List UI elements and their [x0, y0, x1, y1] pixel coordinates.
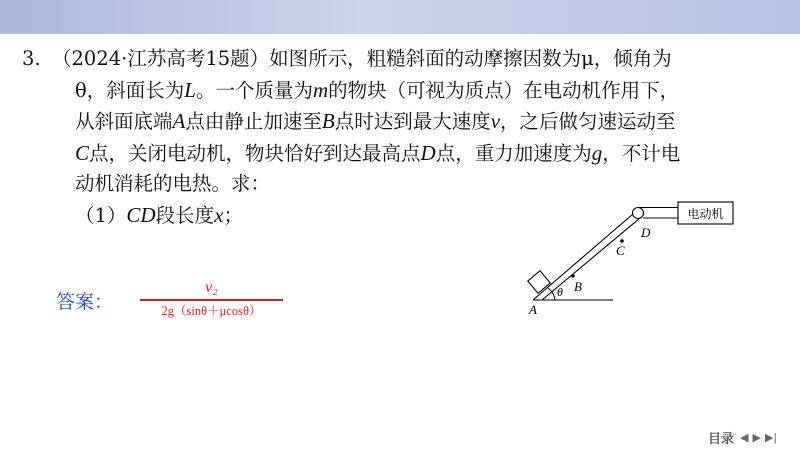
- label-b: B: [574, 279, 582, 294]
- top-banner: [0, 0, 800, 34]
- answer-numerator: v₂: [205, 279, 218, 296]
- question-1: （1）CD段长度x；: [75, 202, 243, 227]
- answer-label: 答案：: [56, 291, 114, 313]
- problem-line-5: 动机消耗的电热。求：: [75, 172, 271, 195]
- point-b-marker: [571, 274, 575, 278]
- problem-line-3: 从斜面底端A点由静止加速至B点时达到最大速度v，之后做匀速运动至: [75, 109, 676, 133]
- next-slide-icon[interactable]: ▶: [752, 430, 761, 444]
- problem-line-4: C点，关闭电动机，物块恰好到达最高点D点，重力加速度为g，不计电: [75, 140, 681, 165]
- pulley: [633, 208, 644, 219]
- toc-button[interactable]: 目录: [708, 431, 735, 447]
- slide-nav: [708, 428, 777, 446]
- answer-denominator: 2g（sinθ＋μcosθ）: [161, 303, 262, 318]
- incline-diagram: [515, 196, 755, 321]
- problem-number: 3.: [22, 47, 41, 70]
- block: [528, 271, 551, 294]
- fraction-bar: [140, 299, 283, 301]
- label-a: A: [529, 302, 537, 317]
- label-theta: θ: [557, 285, 563, 299]
- problem-line-1: 3. （2024·江苏高考15题）如图所示，粗糙斜面的动摩擦因数为μ，倾角为: [22, 44, 782, 75]
- last-slide-icon[interactable]: ▶|: [764, 430, 778, 444]
- motor-label: 电动机: [687, 207, 724, 221]
- prev-slide-icon[interactable]: ◀: [740, 430, 749, 444]
- label-d: D: [641, 225, 651, 240]
- answer-fraction: [140, 278, 283, 319]
- problem-line-2: θ，斜面长为L。一个质量为m的物块（可视为质点）在电动机作用下，: [75, 77, 680, 102]
- label-c: C: [616, 243, 625, 258]
